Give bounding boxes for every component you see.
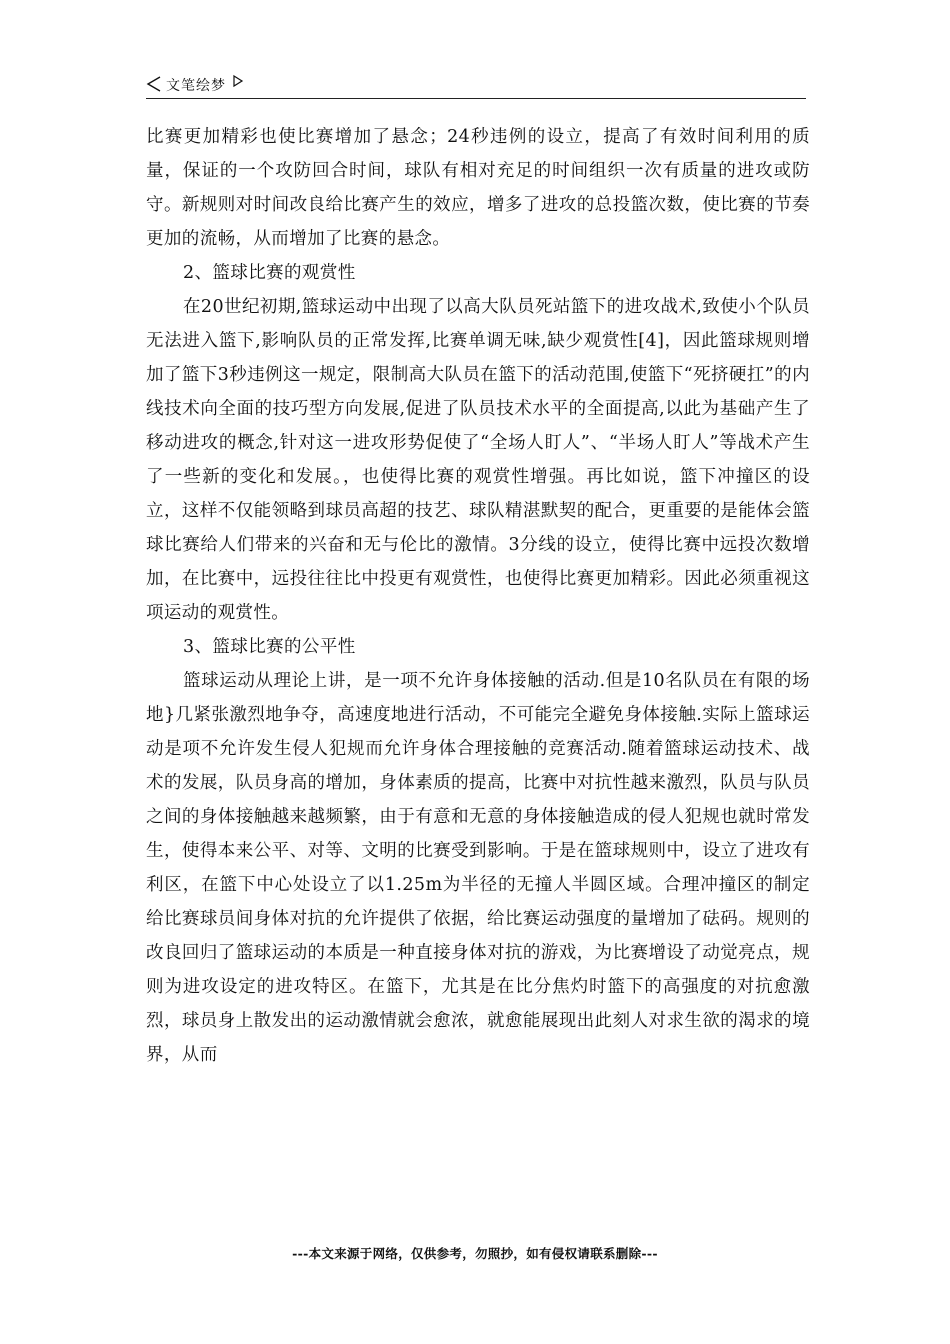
triangle-left-icon <box>146 76 162 92</box>
document-body <box>146 120 810 1072</box>
body-paragraph: 篮球运动从理论上讲，是一项不允许身体接触的活动.但是10名队员在有限的场地}几紧张激烈地争夺，高速度地进行活动，不可能完全避免身体接触.实际上篮球运动是项不允许发生侵人犯规而允许身体合理接触的竞赛活动.随着篮球运动技术、战术的发展，队员身高的增加，身体素质的提高，比赛中对抗性越来激烈，队员与队员之间的身体接触越来越频繁，由于有意和无意的身体接触造成的侵人犯规也就时常发生，使得本来公平、对等、文明的比赛受到影响。于是在篮球规则中，设立了进攻有利区，在篮下中心处设立了以1.25m为半径的无撞人半圆区域。合理冲撞区的制定给比赛球员间身体对抗的允许提供了依据，给比赛运动强度的量增加了砝码。规则的改良回归了篮球运动的本质是一种直接身体对抗的游戏，为比赛增设了动觉亮点，规则为进攻设定的进攻特区。在篮下，尤其是在比分焦灼时篮下的高强度的对抗愈激烈，球员身上散发出的运动激情就会愈浓，就愈能展现出此刻人对求生欲的渴求的境界，从而 <box>146 671 810 1065</box>
section-heading: 3、篮球比赛的公平性 <box>183 637 356 657</box>
triangle-right-icon <box>232 74 244 88</box>
page-footer: ---本文来源于网络，仅供参考，勿照抄，如有侵权请联系删除--- <box>292 1246 658 1261</box>
header-title: 文笔绘梦 <box>166 78 226 94</box>
page-header <box>146 72 806 99</box>
section-heading: 2、篮球比赛的观赏性 <box>183 263 356 283</box>
body-paragraph: 比赛更加精彩也使比赛增加了悬念；24秒违例的设立，提高了有效时间利用的质量，保证的一个攻防回合时间，球队有相对充足的时间组织一次有质量的进攻或防守。新规则对时间改良给比赛产生的效应，增多了进攻的总投篮次数，使比赛的节奏更加的流畅，从而增加了比赛的悬念。 <box>146 127 810 249</box>
body-paragraph: 在20世纪初期,篮球运动中出现了以高大队员死站篮下的进攻战术,致使小个队员无法进入篮下,影响队员的正常发挥,比赛单调无味,缺少观赏性[4]，因此篮球规则增加了篮下3秒违例这一规定，限制高大队员在篮下的活动范围,使篮下“死挤硬扛”的内线技术向全面的技巧型方向发展,促进了队员技术水平的全面提高,以此为基础产生了移动进攻的概念,针对这一进攻形势促使了“全场人盯人”、“半场人盯人”等战术产生了一些新的变化和发展。，也使得比赛的观赏性增强。再比如说，篮下冲撞区的设立，这样不仅能领略到球员高超的技艺、球队精湛默契的配合，更重要的是能体会篮球比赛给人们带来的兴奋和无与伦比的激情。3分线的设立，使得比赛中远投次数增加，在比赛中，远投往往比中投更有观赏性，也使得比赛更加精彩。因此必须重视这项运动的观赏性。 <box>146 297 810 623</box>
